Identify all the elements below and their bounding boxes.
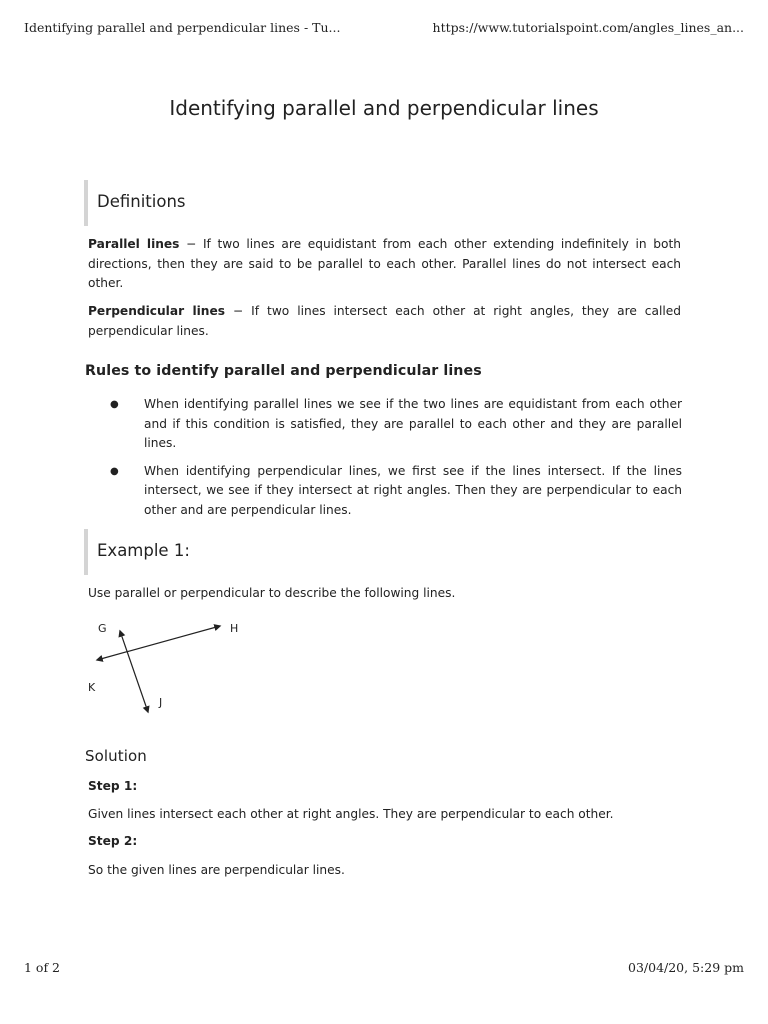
list-item	[104, 462, 682, 521]
rule-text: When identifying parallel lines we see if the two lines are equidistant from each other and if this condition is satisfied, they are parallel to each other and they are parallel lines.	[144, 397, 682, 450]
label-g: G	[98, 622, 107, 635]
list-item	[104, 395, 682, 454]
example-heading: Example 1:	[97, 541, 190, 560]
step-1-text: Given lines intersect each other at right angles. They are perpendicular to each other.	[88, 807, 614, 821]
step-2-text: So the given lines are perpendicular lines.	[88, 863, 345, 877]
label-k: K	[88, 681, 96, 694]
perpendicular-lines-figure	[82, 612, 252, 717]
page-number: 1 of 2	[24, 960, 61, 975]
parallel-text: − If two lines are equidistant from each other extending indefinitely in both directions, then they are said to be parallel to each other. Parallel lines do not intersect each other.	[88, 237, 681, 290]
print-header-url: https://www.tutorialspoint.com/angles_lines_an...	[432, 20, 744, 35]
step-2-label: Step 2:	[88, 834, 138, 848]
example-heading-box	[84, 529, 684, 575]
rules-heading: Rules to identify parallel and perpendicular lines	[85, 363, 482, 379]
parallel-definition	[88, 235, 681, 294]
perpendicular-definition	[88, 302, 681, 341]
print-datetime: 03/04/20, 5:29 pm	[628, 960, 744, 975]
perpendicular-text: − If two lines intersect each other at right angles, they are called perpendicular lines.	[88, 304, 681, 338]
definitions-heading-box	[84, 180, 684, 226]
parallel-term: Parallel lines	[88, 237, 180, 251]
page-title: Identifying parallel and perpendicular lines	[169, 96, 599, 120]
example-prompt: Use parallel or perpendicular to describe the following lines.	[88, 586, 456, 600]
rules-list	[104, 395, 682, 528]
label-j: J	[159, 696, 163, 709]
rule-text: When identifying perpendicular lines, we first see if the lines intersect. If the lines intersect, we see if they intersect at right angles. Then they are perpendicular to each other and are perpendicular lines.	[144, 463, 682, 517]
print-footer	[24, 960, 744, 980]
bullet-icon: ●	[110, 399, 119, 410]
line-kh	[97, 626, 220, 660]
line-gj	[120, 631, 148, 712]
perpendicular-term: Perpendicular lines	[88, 304, 225, 318]
step-1-label: Step 1:	[88, 779, 138, 793]
bullet-icon: ●	[110, 465, 119, 477]
label-h: H	[230, 622, 239, 635]
print-header	[24, 20, 744, 40]
solution-heading: Solution	[85, 747, 147, 765]
print-header-title: Identifying parallel and perpendicular lines - Tu...	[24, 20, 341, 35]
definitions-heading: Definitions	[97, 192, 186, 211]
